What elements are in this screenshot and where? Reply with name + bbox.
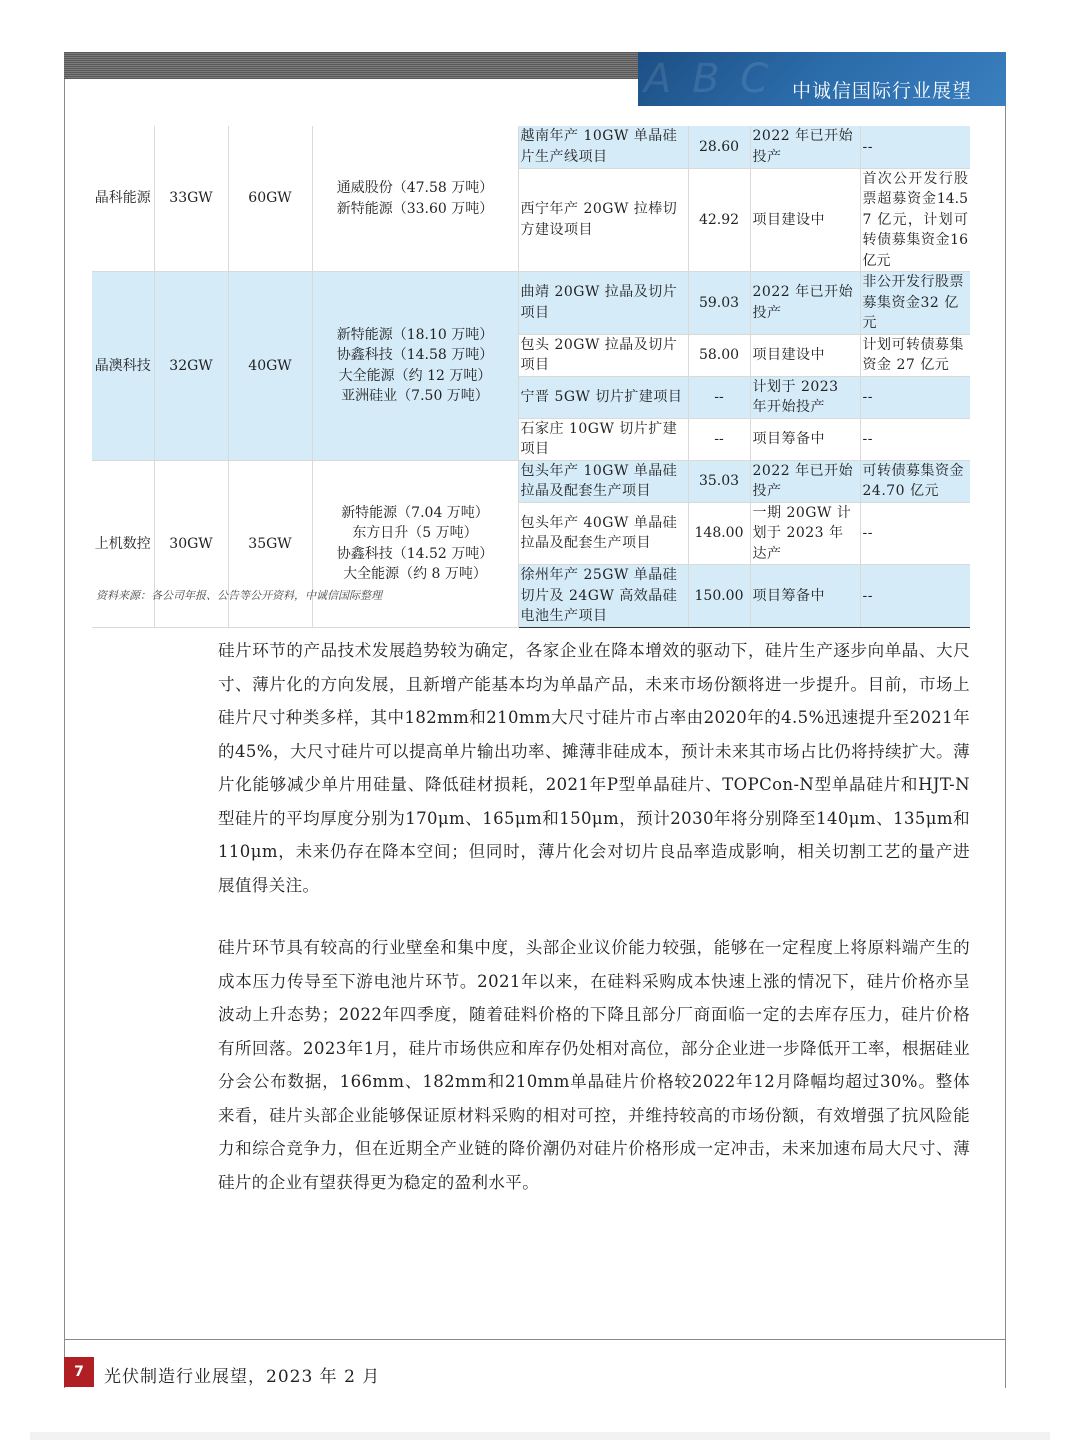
project-investment: 148.00 [688, 502, 750, 565]
footer-title: 光伏制造行业展望，2023 年 2 月 [104, 1367, 381, 1387]
banner-title: 中诚信国际行业展望 [791, 80, 972, 102]
wafer-capacity-table [92, 126, 970, 628]
capacity-2023: 35GW [228, 460, 312, 628]
header-banner [638, 52, 1006, 106]
company-name: 上机数控 [92, 460, 154, 628]
project-investment: -- [688, 418, 750, 460]
capacity-2022: 32GW [154, 272, 228, 461]
project-financing: 首次公开发行股票超募资金14.57 亿元，计划可转债募集资金16 亿元 [860, 168, 970, 272]
project-investment: 42.92 [688, 168, 750, 272]
project-name: 宁晋 5GW 切片扩建项目 [518, 376, 688, 418]
project-financing: -- [860, 376, 970, 418]
silicon-suppliers: 新特能源（18.10 万吨） 协鑫科技（14.58 万吨） 大全能源（约 12 万吨） 亚洲硅业（7.50 万吨） [312, 272, 518, 461]
project-status: 项目筹备中 [750, 418, 860, 460]
bottom-band [30, 1432, 1050, 1440]
project-financing: -- [860, 418, 970, 460]
project-investment: 28.60 [688, 126, 750, 168]
project-status: 2022 年已开始投产 [750, 272, 860, 335]
project-name: 越南年产 10GW 单晶硅片生产线项目 [518, 126, 688, 168]
capacity-2023: 60GW [228, 126, 312, 272]
project-financing: -- [860, 126, 970, 168]
silicon-suppliers: 通威股份（47.58 万吨） 新特能源（33.60 万吨） [312, 126, 518, 272]
project-status: 2022 年已开始投产 [750, 126, 860, 168]
project-financing: 非公开发行股票募集资金32 亿元 [860, 272, 970, 335]
footer-divider [64, 1339, 1006, 1340]
project-name: 包头年产 10GW 单晶硅拉晶及配套生产项目 [518, 460, 688, 502]
project-name: 徐州年产 25GW 单晶硅切片及 24GW 高效晶硅电池生产项目 [518, 565, 688, 628]
banner-decoration: A B C [644, 56, 773, 102]
project-investment: 59.03 [688, 272, 750, 335]
project-status: 项目筹备中 [750, 565, 860, 628]
capacity-2022: 30GW [154, 460, 228, 628]
project-status: 项目建设中 [750, 168, 860, 272]
project-investment: -- [688, 376, 750, 418]
project-investment: 150.00 [688, 565, 750, 628]
company-name: 晶澳科技 [92, 272, 154, 461]
project-name: 包头年产 40GW 单晶硅拉晶及配套生产项目 [518, 502, 688, 565]
project-name: 石家庄 10GW 切片扩建项目 [518, 418, 688, 460]
project-financing: -- [860, 502, 970, 565]
project-financing: 可转债募集资金24.70 亿元 [860, 460, 970, 502]
project-name: 西宁年产 20GW 拉棒切方建设项目 [518, 168, 688, 272]
project-name: 包头 20GW 拉晶及切片项目 [518, 334, 688, 376]
header-stripe-bar [64, 52, 638, 79]
body-paragraph: 硅片环节的产品技术发展趋势较为确定，各家企业在降本增效的驱动下，硅片生产逐步向单晶、大尺寸、薄片化的方向发展，且新增产能基本均为单晶产品，未来市场份额将进一步提升。目前，市场上硅片尺寸种类多样，其中182mm和210mm大尺寸硅片市占率由2020年的4.5%迅速提升至2021年的45%，大尺寸硅片可以提高单片输出功率、摊薄非硅成本，预计未来其市场占比仍将持续扩大。薄片化能够减少单片用硅量、降低硅材损耗，2021年P型单晶硅片、TOPCon-N型单晶硅片和HJT-N型硅片的平均厚度分别为170μm、165μm和150μm，预计2030年将分别降至140μm、135μm和110μm，未来仍存在降本空间；但同时，薄片化会对切片良品率造成影响，相关切割工艺的量产进展值得关注。 [218, 641, 970, 895]
project-financing: 计划可转债募集资金 27 亿元 [860, 334, 970, 376]
project-status: 项目建设中 [750, 334, 860, 376]
project-financing: -- [860, 565, 970, 628]
project-investment: 58.00 [688, 334, 750, 376]
capacity-2022: 33GW [154, 126, 228, 272]
company-name: 晶科能源 [92, 126, 154, 272]
body-paragraph: 硅片环节具有较高的行业壁垒和集中度，头部企业议价能力较强，能够在一定程度上将原料端产生的成本压力传导至下游电池片环节。2021年以来，在硅料采购成本快速上涨的情况下，硅片价格亦呈波动上升态势；2022年四季度，随着硅料价格的下降且部分厂商面临一定的去库存压力，硅片价格有所回落。2023年1月，硅片市场供应和库存仍处相对高位，部分企业进一步降低开工率，根据硅业分会公布数据，166mm、182mm和210mm单晶硅片价格较2022年12月降幅均超过30%。整体来看，硅片头部企业能够保证原材料采购的相对可控，并维持较高的市场份额，有效增强了抗风险能力和综合竞争力，但在近期全产业链的降价潮仍对硅片价格形成一定冲击，未来加速布局大尺寸、薄硅片的企业有望获得更为稳定的盈利水平。 [218, 938, 970, 1192]
project-status: 一期 20GW 计划于 2023 年达产 [750, 502, 860, 565]
silicon-suppliers: 新特能源（7.04 万吨） 东方日升（5 万吨） 协鑫科技（14.52 万吨） 大全能源（约 8 万吨） [312, 460, 518, 628]
project-name: 曲靖 20GW 拉晶及切片项目 [518, 272, 688, 335]
capacity-2023: 40GW [228, 272, 312, 461]
page-number: 7 [64, 1357, 94, 1387]
project-status: 2022 年已开始投产 [750, 460, 860, 502]
table-source-note: 资料来源：各公司年报、公告等公开资料，中诚信国际整理 [96, 589, 382, 602]
page-frame-left [64, 52, 65, 1388]
project-investment: 35.03 [688, 460, 750, 502]
project-status: 计划于 2023 年开始投产 [750, 376, 860, 418]
page-frame-right [1005, 52, 1006, 1388]
